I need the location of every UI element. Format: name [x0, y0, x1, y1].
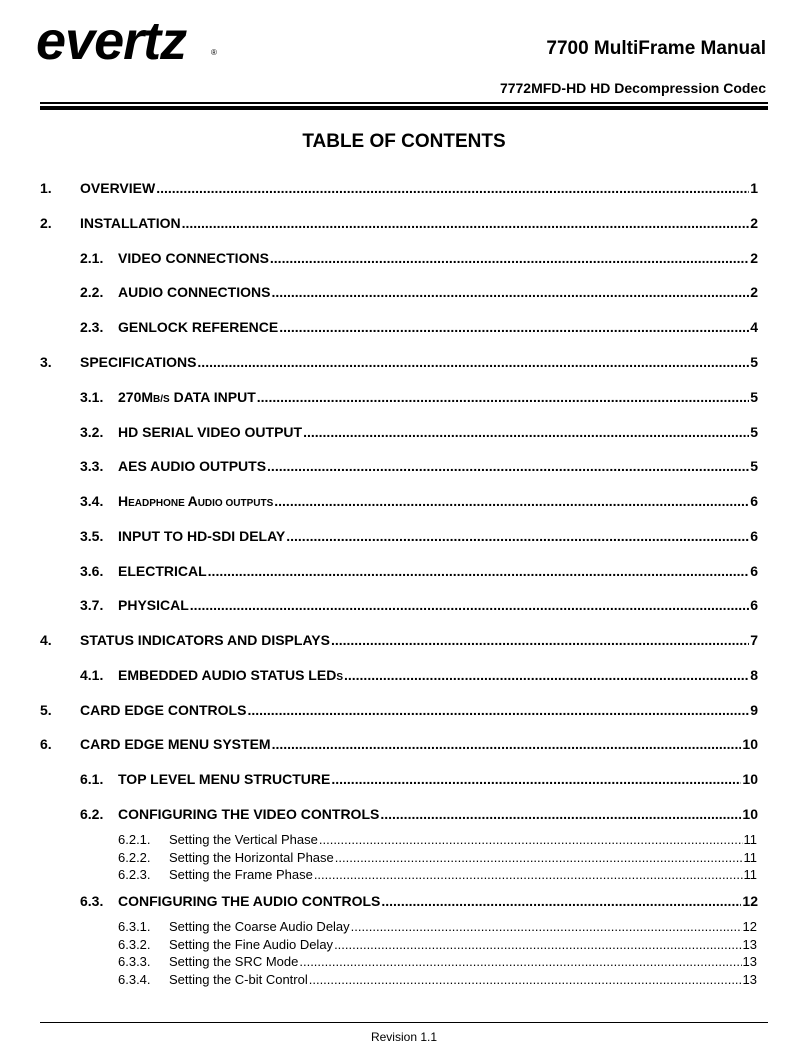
toc-entry-title — [118, 667, 343, 683]
toc-leader-dots — [272, 736, 742, 752]
toc-entry[interactable] — [80, 667, 758, 683]
toc-entry-number: 5. — [40, 702, 52, 718]
toc-entry-page: 10 — [742, 771, 758, 787]
toc-entry-number: 6. — [40, 736, 52, 752]
toc-entry[interactable] — [80, 250, 758, 266]
toc-entry-title: TOP LEVEL MENU STRUCTURE — [118, 771, 331, 787]
toc-leader-dots — [208, 563, 750, 579]
toc-entry[interactable] — [80, 424, 758, 440]
toc-leader-dots — [314, 867, 743, 882]
toc-entry-title: SPECIFICATIONS — [80, 354, 197, 370]
toc-entry-title: Setting the Vertical Phase — [169, 832, 318, 847]
toc-leader-dots — [309, 972, 742, 987]
toc-leader-dots — [380, 806, 741, 822]
toc-leader-dots — [299, 954, 741, 969]
toc-entry-title: Setting the Horizontal Phase — [169, 850, 334, 865]
toc-entry-number: 6.3.4. — [118, 972, 151, 987]
toc-leader-dots — [335, 850, 743, 865]
toc-entry-page: 5 — [750, 354, 758, 370]
toc-entry-number: 2.2. — [80, 284, 104, 300]
toc-entry-title: HD SERIAL VIDEO OUTPUT — [118, 424, 303, 440]
toc-leader-dots — [274, 493, 749, 509]
toc-entry[interactable] — [80, 528, 758, 544]
toc-entry-page: 5 — [750, 424, 758, 440]
toc-entry-title: ELECTRICAL — [118, 563, 207, 579]
toc-entry-title-part: S — [336, 672, 343, 683]
toc-entry-page: 1 — [750, 180, 758, 196]
toc-leader-dots — [270, 250, 749, 266]
toc-entry-number: 3.3. — [80, 458, 104, 474]
toc-entry-title: CONFIGURING THE AUDIO CONTROLS — [118, 893, 381, 909]
toc-entry[interactable] — [80, 806, 758, 822]
toc-entry-page: 2 — [750, 215, 758, 231]
toc-entry-title: Setting the C-bit Control — [169, 972, 308, 987]
toc-entry[interactable] — [80, 493, 758, 509]
toc-entry-number: 4.1. — [80, 667, 104, 683]
toc-leader-dots — [182, 215, 750, 231]
toc-entry-number: 6.3. — [80, 893, 104, 909]
toc-entry-number: 6.2.3. — [118, 867, 151, 882]
toc-entry-title: STATUS INDICATORS AND DISPLAYS — [80, 632, 330, 648]
header-rule-thin — [40, 102, 768, 104]
toc-entry-page: 13 — [742, 954, 757, 969]
toc-entry[interactable] — [118, 850, 757, 865]
toc-entry-title: OVERVIEW — [80, 180, 156, 196]
manual-title: 7700 MultiFrame Manual — [546, 38, 766, 59]
toc-entry-page: 4 — [750, 319, 758, 335]
toc-entry-title: GENLOCK REFERENCE — [118, 319, 279, 335]
toc-entry[interactable] — [80, 597, 758, 613]
toc-entry[interactable] — [118, 972, 757, 987]
toc-entry[interactable] — [40, 354, 758, 370]
toc-entry-title: CONFIGURING THE VIDEO CONTROLS — [118, 806, 380, 822]
footer-revision: Revision 1.1 — [370, 1030, 438, 1044]
toc-entry-number: 6.2.1. — [118, 832, 151, 847]
toc-entry[interactable] — [40, 215, 758, 231]
toc-entry-number: 4. — [40, 632, 52, 648]
toc-entry-title: AUDIO CONNECTIONS — [118, 284, 271, 300]
toc-entry-number: 2. — [40, 215, 52, 231]
toc-leader-dots — [351, 919, 742, 934]
header-rule-thick — [40, 106, 768, 110]
toc-entry[interactable] — [80, 458, 758, 474]
toc-entry-page: 13 — [742, 972, 757, 987]
toc-leader-dots — [197, 354, 749, 370]
toc-entry-page: 8 — [750, 667, 758, 683]
toc-entry-title: CARD EDGE CONTROLS — [80, 702, 247, 718]
toc-entry-title: INSTALLATION — [80, 215, 181, 231]
toc-entry[interactable] — [118, 954, 757, 969]
toc-entry-title-part: B/S — [153, 394, 170, 405]
toc-entry-page: 10 — [742, 736, 758, 752]
toc-entry-title — [118, 389, 256, 405]
toc-leader-dots — [319, 832, 743, 847]
toc-entry-page: 5 — [750, 458, 758, 474]
toc-leader-dots — [344, 667, 749, 683]
toc-entry-title-part: EADPHONE — [128, 498, 188, 509]
toc-entry-page: 5 — [750, 389, 758, 405]
toc-entry-number: 6.1. — [80, 771, 104, 787]
toc-entry-number: 2.3. — [80, 319, 104, 335]
toc-entry[interactable] — [40, 632, 758, 648]
toc-entry-page: 6 — [750, 493, 758, 509]
logo-wordmark: evertz — [36, 11, 187, 71]
toc-entry-page: 2 — [750, 284, 758, 300]
toc-leader-dots — [279, 319, 749, 335]
toc-entry[interactable] — [80, 893, 758, 909]
toc-leader-dots — [381, 893, 741, 909]
toc-entry-number: 3.1. — [80, 389, 104, 405]
toc-entry-title: Setting the Fine Audio Delay — [169, 937, 334, 952]
toc-entry[interactable] — [80, 563, 758, 579]
toc-entry-number: 3.7. — [80, 597, 104, 613]
toc-entry[interactable] — [118, 919, 757, 934]
toc-leader-dots — [156, 180, 749, 196]
toc-leader-dots — [257, 389, 749, 405]
toc-entry-page: 13 — [742, 937, 757, 952]
toc-leader-dots — [271, 284, 749, 300]
toc-entry-page: 12 — [742, 893, 758, 909]
toc-entry-title: Setting the SRC Mode — [169, 954, 299, 969]
toc-entry-number: 3.4. — [80, 493, 104, 509]
toc-entry-page: 11 — [743, 832, 757, 847]
toc-entry[interactable] — [40, 180, 758, 196]
toc-entry-number: 3.2. — [80, 424, 104, 440]
toc-entry-page: 6 — [750, 563, 758, 579]
toc-entry[interactable] — [118, 937, 757, 952]
toc-entry[interactable] — [80, 771, 758, 787]
toc-leader-dots — [303, 424, 749, 440]
toc-entry-number: 6.2.2. — [118, 850, 151, 865]
toc-entry-title-part: EMBEDDED AUDIO STATUS LED — [118, 667, 337, 683]
toc-entry-page: 6 — [750, 528, 758, 544]
toc-entry-number: 2.1. — [80, 250, 104, 266]
toc-leader-dots — [190, 597, 749, 613]
toc-entry[interactable] — [80, 319, 758, 335]
logo-registered-mark: ® — [211, 48, 217, 57]
toc-entry-page: 6 — [750, 597, 758, 613]
toc-leader-dots — [267, 458, 749, 474]
toc-entry-number: 3. — [40, 354, 52, 370]
toc-entry-title: Setting the Coarse Audio Delay — [169, 919, 350, 934]
toc-entry[interactable] — [40, 702, 758, 718]
toc-entry-number: 6.3.2. — [118, 937, 151, 952]
toc-entry[interactable] — [80, 284, 758, 300]
toc-entry[interactable] — [80, 389, 758, 405]
toc-entry-title-part: UDIO OUTPUTS — [197, 498, 274, 509]
toc-entry-title: Setting the Frame Phase — [169, 867, 313, 882]
toc-entry-page: 9 — [750, 702, 758, 718]
toc-entry-page: 11 — [743, 850, 757, 865]
toc-leader-dots — [286, 528, 749, 544]
toc-entry-page: 2 — [750, 250, 758, 266]
toc-entry-title: PHYSICAL — [118, 597, 189, 613]
toc-entry[interactable] — [118, 832, 757, 847]
toc-leader-dots — [247, 702, 749, 718]
toc-entry-title-part: 270M — [118, 389, 154, 405]
toc-entry-number: 3.6. — [80, 563, 104, 579]
toc-entry-number: 1. — [40, 180, 52, 196]
toc-entry-title — [118, 493, 273, 509]
toc-entry-number: 6.3.3. — [118, 954, 151, 969]
toc-entry[interactable] — [40, 736, 758, 752]
toc-leader-dots — [331, 632, 749, 648]
toc-entry-title-part: DATA INPUT — [169, 389, 256, 405]
toc-entry-title: INPUT TO HD-SDI DELAY — [118, 528, 286, 544]
toc-entry-title: CARD EDGE MENU SYSTEM — [80, 736, 271, 752]
toc-entry-number: 3.5. — [80, 528, 104, 544]
toc-entry-number: 6.2. — [80, 806, 104, 822]
toc-leader-dots — [334, 937, 741, 952]
toc-entry-page: 7 — [750, 632, 758, 648]
toc-leader-dots — [331, 771, 741, 787]
toc-entry-title-part: A — [187, 493, 198, 509]
toc-entry-page: 11 — [743, 867, 757, 882]
toc-entry[interactable] — [118, 867, 757, 882]
toc-entry-title-part: H — [118, 493, 129, 509]
toc-entry-page: 12 — [742, 919, 757, 934]
toc-entry-page: 10 — [742, 806, 758, 822]
footer-rule — [40, 1022, 768, 1023]
toc-entry-title: AES AUDIO OUTPUTS — [118, 458, 267, 474]
product-subtitle: 7772MFD-HD HD Decompression Codec — [499, 80, 766, 96]
toc-entry-title: VIDEO CONNECTIONS — [118, 250, 269, 266]
toc-heading: TABLE OF CONTENTS — [302, 131, 506, 152]
toc-entry-number: 6.3.1. — [118, 919, 151, 934]
